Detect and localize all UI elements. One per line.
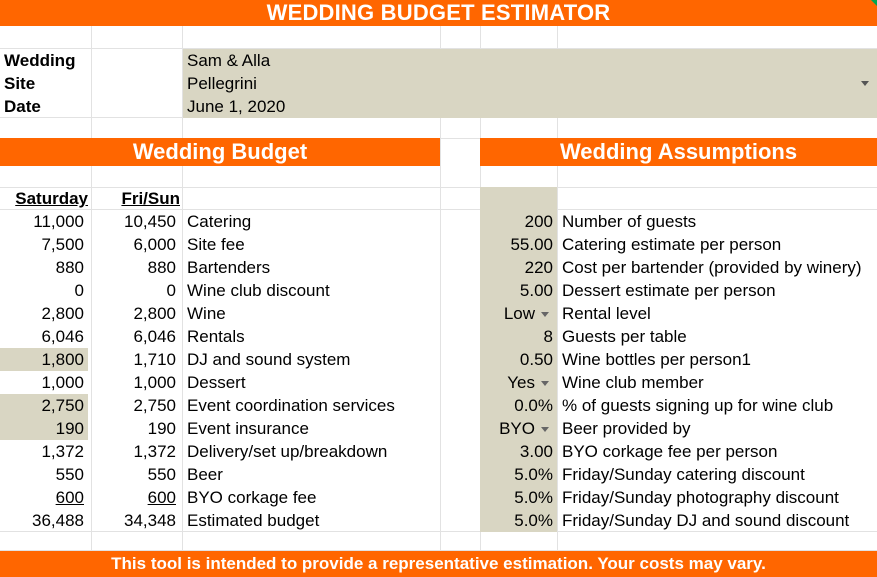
budget-row [0,486,440,509]
assumption-row [480,325,877,348]
saturday-value: 0 [74,281,84,300]
chevron-down-icon[interactable] [541,312,549,317]
assumption-input[interactable]: 5.00 [480,279,557,302]
assumption-label: Number of guests [562,212,697,231]
chevron-down-icon[interactable] [541,427,549,432]
saturday-value: 11,000 [33,212,84,231]
budget-total-row [0,509,440,532]
assumption-input[interactable]: 3.00 [480,440,557,463]
rental-level-value: Low [503,304,535,323]
budget-row [0,210,440,233]
site-row [0,72,877,95]
assumption-input[interactable]: 5.0% [480,463,557,486]
budget-row [0,371,440,394]
frisun-value: 1,372 [133,442,176,461]
assumption-row [480,371,877,394]
frisun-value: 6,000 [133,235,176,254]
assumption-input[interactable]: 0.0% [480,394,557,417]
site-select-value: Pellegrini [187,74,257,93]
budget-row [0,348,440,371]
saturday-input[interactable]: 190 [0,417,88,440]
beer-provider-select[interactable] [480,417,557,440]
budget-item-label: Delivery/set up/breakdown [187,442,388,461]
assumption-row [480,302,877,325]
budget-item-label: Site fee [187,235,245,254]
frisun-value: 0 [166,281,176,300]
budget-row [0,302,440,325]
budget-row [0,325,440,348]
assumption-label: Friday/Sunday DJ and sound discount [562,511,850,530]
budget-item-label: Rentals [187,327,245,346]
assumption-input[interactable]: 5.0% [480,486,557,509]
wedding-row [0,49,877,72]
wine-club-value: Yes [507,373,535,392]
assumption-row [480,279,877,302]
saturday-value: 550 [55,465,84,484]
frisun-value: 600 [147,488,176,507]
assumption-label: Wine bottles per person1 [562,350,751,369]
assumption-input[interactable]: 5.0% [480,509,557,532]
budget-row [0,440,440,463]
saturday-input[interactable]: 2,750 [0,394,88,417]
frisun-value: 10,450 [124,212,176,231]
frisun-value: 2,750 [133,396,176,415]
chevron-down-icon[interactable] [861,81,869,86]
budget-total-label: Estimated budget [187,511,320,530]
assumption-label: Guests per table [562,327,687,346]
budget-row [0,256,440,279]
budget-item-label: Event coordination services [187,396,395,415]
wine-club-select[interactable] [480,371,557,394]
beer-provider-value: BYO [499,419,535,438]
disclaimer-footer: This tool is intended to provide a representative estimation. Your costs may vary. [0,551,877,577]
assumption-row [480,417,877,440]
assumption-input[interactable]: 200 [480,210,557,233]
assumption-input[interactable]: 0.50 [480,348,557,371]
saturday-value: 880 [55,258,84,277]
date-row [0,95,877,118]
budget-row [0,394,440,417]
budget-row [0,279,440,302]
site-label: Site [4,74,36,93]
saturday-value: 1,372 [41,442,84,461]
assumption-label: Cost per bartender (provided by winery) [562,258,862,277]
assumption-label: Friday/Sunday catering discount [562,465,805,484]
wedding-budget-header: Wedding Budget [0,138,440,166]
saturday-column-header: Saturday [15,189,88,208]
frisun-total: 34,348 [124,511,176,530]
saturday-value: 6,046 [41,327,84,346]
budget-row [0,463,440,486]
assumption-row [480,486,877,509]
budget-item-label: Wine [187,304,226,323]
frisun-value: 1,710 [133,350,176,369]
budget-item-label: Event insurance [187,419,309,438]
site-select[interactable] [183,72,877,95]
saturday-total: 36,488 [32,511,84,530]
assumption-row [480,233,877,256]
budget-item-label: Dessert [187,373,246,392]
budget-row [0,233,440,256]
wedding-assumptions-header: Wedding Assumptions [480,138,877,166]
frisun-value: 1,000 [133,373,176,392]
assumption-label: % of guests signing up for wine club [562,396,834,415]
assumption-row [480,348,877,371]
assumption-row [480,394,877,417]
saturday-value: 600 [55,488,84,507]
comment-indicator-icon [871,0,877,6]
budget-row [0,417,440,440]
assumption-input[interactable]: 55.00 [480,233,557,256]
saturday-value: 1,000 [41,373,84,392]
saturday-input[interactable]: 1,800 [0,348,88,371]
page-title: WEDDING BUDGET ESTIMATOR [0,0,877,26]
saturday-value: 2,800 [41,304,84,323]
budget-item-label: Wine club discount [187,281,330,300]
assumption-row [480,256,877,279]
assumption-label: Rental level [562,304,651,323]
assumption-input-pad [480,187,557,210]
chevron-down-icon[interactable] [541,381,549,386]
assumption-label: Wine club member [562,373,704,392]
assumption-label: Catering estimate per person [562,235,782,254]
assumption-label: Dessert estimate per person [562,281,776,300]
frisun-column-header: Fri/Sun [121,189,180,208]
wedding-input[interactable]: Sam & Alla [183,49,877,72]
assumption-label: Beer provided by [562,419,691,438]
frisun-value: 550 [147,465,176,484]
assumption-input[interactable]: 220 [480,256,557,279]
assumption-row [480,210,877,233]
budget-item-label: Beer [187,465,223,484]
saturday-value: 7,500 [41,235,84,254]
rental-level-select[interactable] [480,302,557,325]
assumption-row [480,509,877,532]
date-label: Date [4,97,41,116]
budget-item-label: Bartenders [187,258,271,277]
frisun-value: 880 [147,258,176,277]
frisun-value: 2,800 [133,304,176,323]
assumption-row [480,440,877,463]
assumption-label: Friday/Sunday photography discount [562,488,839,507]
frisun-value: 6,046 [133,327,176,346]
budget-item-label: BYO corkage fee [187,488,317,507]
assumption-input[interactable]: 8 [480,325,557,348]
assumption-row [480,463,877,486]
budget-item-label: DJ and sound system [187,350,351,369]
frisun-value: 190 [147,419,176,438]
assumption-label: BYO corkage fee per person [562,442,778,461]
budget-item-label: Catering [187,212,252,231]
date-input[interactable]: June 1, 2020 [183,95,877,118]
wedding-label: Wedding [4,51,76,70]
